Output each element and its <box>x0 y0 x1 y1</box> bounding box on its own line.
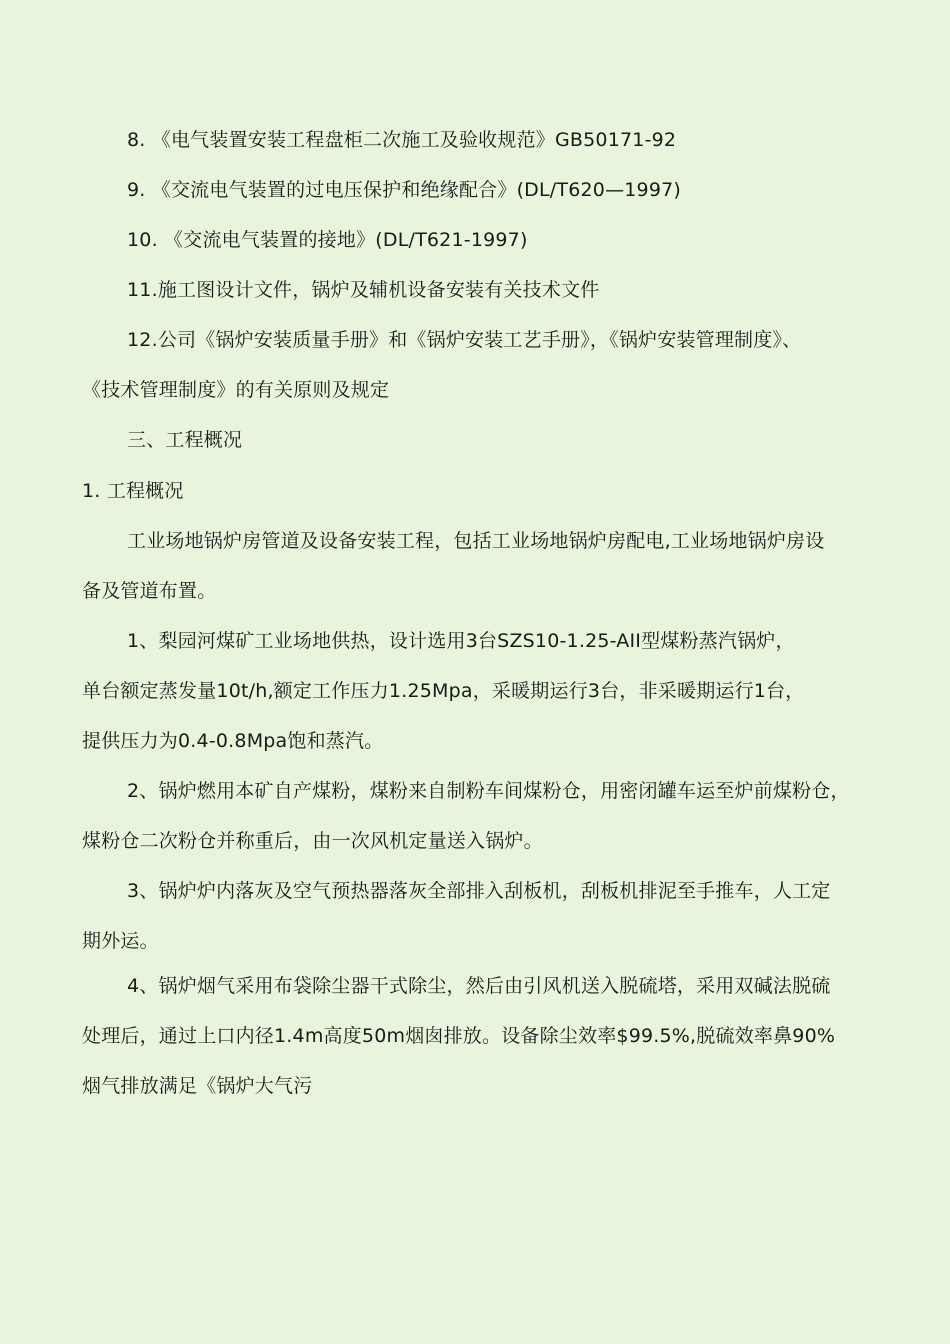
point-1-line-2: 单台额定蒸发量10t/h,额定工作压力1.25Mpa，采暖期运行3台，非采暖期运行1台， <box>82 680 805 702</box>
section-heading: 三、工程概况 <box>127 429 243 451</box>
reference-item-12-continued: 《技术管理制度》的有关原则及规定 <box>82 379 390 401</box>
point-4-line-2: 处理后，通过上口内径1.4m高度50m烟囱排放。设备除尘效率$99.5%,脱硫效率鼻90% <box>82 1025 836 1047</box>
point-3-line-2: 期外运。 <box>82 930 159 952</box>
subsection-heading: 1. 工程概况 <box>82 480 184 502</box>
point-2-line-1: 2、锅炉燃用本矿自产煤粉，煤粉来自制粉车间煤粉仓，用密闭罐车运至炉前煤粉仓， <box>127 780 850 802</box>
point-1-line-1: 1、梨园河煤矿工业场地供热，设计选用3台SZS10-1.25-AII型煤粉蒸汽锅炉， <box>127 630 795 652</box>
reference-item-10: 10. 《交流电气装置的接地》(DL/T621-1997) <box>127 229 528 251</box>
reference-item-11: 11.施工图设计文件，锅炉及辅机设备安装有关技术文件 <box>127 279 600 301</box>
overview-paragraph-line-2: 备及管道布置。 <box>82 580 217 602</box>
point-1-line-3: 提供压力为0.4-0.8Mpa饱和蒸汽。 <box>82 730 384 752</box>
reference-item-8: 8. 《电气装置安装工程盘柜二次施工及验收规范》GB50171-92 <box>127 129 677 151</box>
point-4-line-3: 烟气排放满足《锅炉大气污 <box>82 1075 313 1097</box>
point-3-line-1: 3、锅炉炉内落灰及空气预热器落灰全部排入刮板机，刮板机排泥至手推车，人工定 <box>127 880 831 902</box>
reference-item-9: 9. 《交流电气装置的过电压保护和绝缘配合》(DL/T620—1997) <box>127 179 682 201</box>
overview-paragraph-line-1: 工业场地锅炉房管道及设备安装工程，包括工业场地锅炉房配电,工业场地锅炉房设 <box>127 530 825 552</box>
point-4-line-1: 4、锅炉烟气采用布袋除尘器干式除尘，然后由引风机送入脱硫塔，采用双碱法脱硫 <box>127 975 831 997</box>
point-2-line-2: 煤粉仓二次粉仓并称重后，由一次风机定量送入锅炉。 <box>82 830 543 852</box>
reference-item-12: 12.公司《锅炉安装质量手册》和《锅炉安装工艺手册》，《锅炉安装管理制度》、 <box>127 329 802 351</box>
